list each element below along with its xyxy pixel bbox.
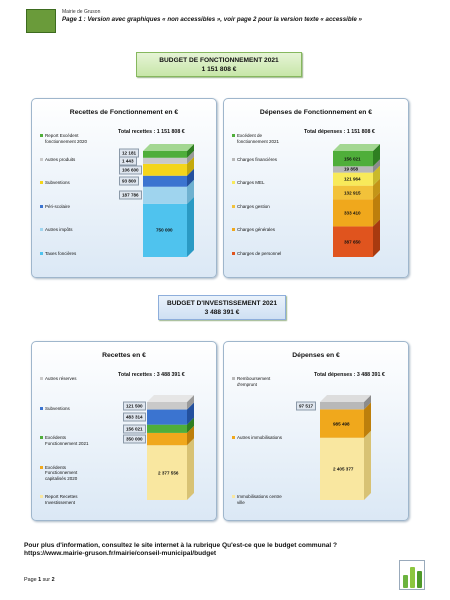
banner-fonctionnement [136,52,302,77]
data-label: 1 443 [119,156,137,165]
legend-label: Charges financières [237,156,278,162]
legend-label: Excédents Fonctionnement capitalisés 2020 [45,464,78,481]
legend-label: Charges de personnel [237,251,282,256]
legend-label: Charges générales [237,227,276,233]
legend-swatch [40,228,43,231]
total-label: Total dépenses : 1 151 808 € [304,129,375,135]
data-label: 106 600 [119,165,142,174]
legend-swatch [40,407,43,410]
data-label: 333 410 [344,210,361,216]
legend-swatch [232,495,235,498]
mairie-logo [26,9,56,33]
data-label: 156 021 [344,156,361,162]
legend-swatch [232,436,235,439]
legend-label: Autres réserves [45,376,77,381]
legend-swatch [40,205,43,208]
legend-label: Taxes foncières [45,251,77,256]
legend-label: Charges gestion [237,203,270,209]
legend-label: Excédents Fonctionnement 2021 [45,435,89,446]
data-label: 483 314 [123,413,146,422]
panel-title: Dépenses en € [292,352,340,359]
legend-swatch [232,228,235,231]
legend-swatch [232,252,235,255]
legend-label: Subventions [45,405,70,411]
banner-amount: 3 488 391 € [204,309,240,316]
legend-label: Péri-scolaire [45,203,71,209]
data-label: 2 405 377 [333,466,354,472]
data-label: 2 377 556 [158,470,179,476]
legend-swatch [40,252,43,255]
legend-label: Report Recettes Investissement [45,494,78,505]
panel-depenses-fonctionnement [223,98,409,278]
legend-label: Report Excédent fonctionnement 2020 [45,133,88,144]
panel-recettes-fonctionnement [31,98,217,278]
total-label: Total dépenses : 3 488 391 € [314,372,385,378]
bar-segment [143,144,194,158]
legend-swatch [232,134,235,137]
logo-label: Mairie de Gruson [62,9,101,15]
panel-depenses-investissement [223,341,409,521]
legend-swatch [40,466,43,469]
legend-swatch [232,158,235,161]
legend-label: Excédent de fonctionnement 2021 [237,133,280,144]
legend-swatch [40,181,43,184]
banner-title: BUDGET DE FONCTIONNEMENT 2021 [159,57,279,64]
bar-segment [147,395,194,410]
panel-title: Recettes en € [102,352,146,359]
legend-label: Autres impôts [45,227,73,233]
data-label: 750 000 [156,227,173,233]
data-label: 985 498 [333,421,350,427]
panel-title: Recettes de Fonctionnement en € [69,109,179,116]
legend-swatch [232,181,235,184]
bar-segment [320,395,371,409]
legend-swatch [232,377,235,380]
data-label: 93 800 [119,177,139,186]
banner-investissement [158,295,286,320]
legend-swatch [232,205,235,208]
data-label: 19 858 [344,166,359,172]
data-label: 156 021 [123,424,146,433]
budget-link[interactable]: https://www.mairie-gruson.fr/mairie/conseil-municipal/budget [24,550,217,557]
data-label: 121 500 [123,401,146,410]
legend-label: Autres immobilisations [237,435,283,440]
legend-swatch [40,495,43,498]
legend-label: Charges MEL [237,180,265,186]
legend-swatch [40,134,43,137]
legend-swatch [40,436,43,439]
data-label: 121 964 [344,176,361,182]
total-label: Total recettes : 3 488 391 € [118,372,185,378]
gruson-tree-logo [399,560,425,590]
data-label: 387 650 [344,239,361,245]
legend-swatch [40,377,43,380]
total-label: Total recettes : 1 151 808 € [118,129,185,135]
data-label: 187 786 [119,191,142,200]
panel-recettes-investissement [31,341,217,521]
page-number: Page 1 sur 2 [24,577,55,583]
legend-label: Autres produits [45,156,76,162]
data-label: 132 915 [344,190,361,196]
legend-label: Subventions [45,180,70,186]
banner-amount: 1 151 808 € [201,66,237,73]
version-note: Page 1 : Version avec graphiques « non accessibles », voir page 2 pour la version texte « accessible » [62,16,362,23]
banner-title: BUDGET D'INVESTISSEMENT 2021 [166,300,278,307]
legend-swatch [40,158,43,161]
panel-title: Dépenses de Fonctionnement en € [259,109,373,116]
data-label: 97 517 [296,401,316,410]
info-text: Pour plus d'information, consultez le site internet à la rubrique Qu'est-ce que le budget communal ? [24,542,338,549]
data-label: 350 000 [123,435,146,444]
data-label: 12 181 [119,148,139,157]
legend-label: Remboursement d'emprunt [237,376,271,387]
legend-label: Immobilisations centre ville [237,494,282,505]
